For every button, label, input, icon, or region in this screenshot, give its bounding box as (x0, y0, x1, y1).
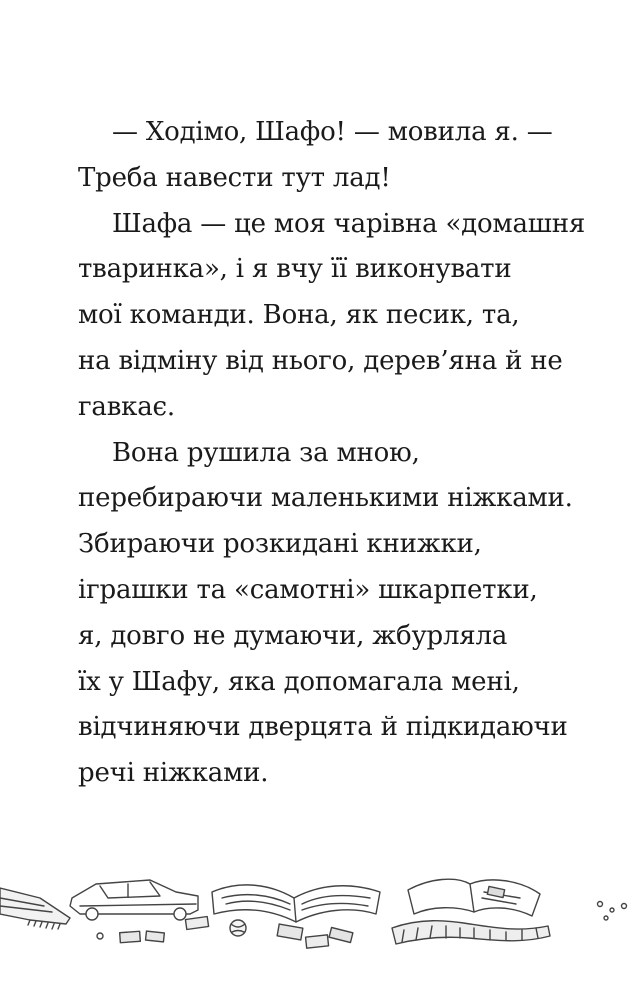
text-line: мої команди. Вона, як песик, та, (78, 300, 520, 331)
text-line: Вона рушила за мною, (112, 437, 420, 468)
text-line: речі ніжками. (78, 758, 269, 789)
ball-icon (230, 920, 246, 936)
text-line: їх у Шафу, яка допомагала мені, (78, 666, 520, 697)
text-line: Шафа — це моя чарівна «домашня (112, 208, 586, 239)
text-line: Треба навести тут лад! (78, 162, 391, 193)
text-line: перебираючи маленькими ніжками. (78, 483, 573, 514)
text-line: на відміну від нього, дерев’яна й не (78, 345, 563, 376)
open-book-icon (408, 879, 540, 916)
open-book-icon (212, 885, 380, 922)
text-line: тваринка», і я вчу її виконувати (78, 254, 512, 285)
scattered-items-illustration (0, 840, 642, 970)
cards-icon (97, 917, 353, 949)
text-line: іграшки та «самотні» шкарпетки, (78, 574, 538, 605)
text-line: гавкає. (78, 391, 175, 422)
toy-car-icon (70, 880, 198, 920)
text-line: я, довго не думаючи, жбурляла (78, 620, 508, 651)
rug-icon (0, 888, 70, 929)
sock-icon (392, 921, 550, 944)
text-line: Збираючи розкидані книжки, (78, 529, 482, 560)
text-line: відчиняючи дверцята й підкидаючи (78, 712, 568, 743)
story-text (78, 110, 598, 797)
text-line: — Ходімо, Шафо! — мовила я. — (112, 117, 553, 147)
pebbles-icon (598, 902, 627, 921)
